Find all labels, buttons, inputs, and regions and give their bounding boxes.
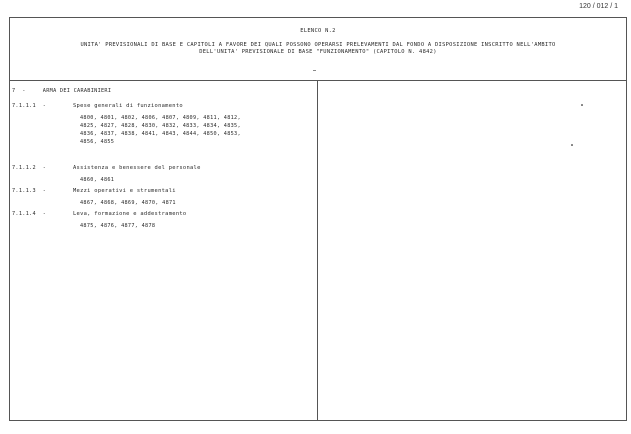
entry-numbers-line: 4825, 4827, 4828, 4830, 4832, 4833, 4834, 4835, — [80, 123, 241, 129]
document-sheet — [9, 17, 627, 421]
entry-numbers — [80, 176, 310, 184]
document-title: ELENCO N.2 — [300, 28, 336, 34]
entry-numbers-line: 4860, 4861 — [80, 177, 115, 183]
scan-speck — [581, 104, 583, 106]
entry-numbers — [80, 222, 310, 230]
document-subtitle-line1: UNITA' PREVISIONALI DI BASE E CAPITOLI A FAVORE DEI QUALI POSSONO OPERARSI PRELEVAMENTI DAL FONDO A DISPOSIZIONE INSCRITTO NELL'AMBITO — [80, 42, 556, 48]
section-heading: 7 - ARMA DEI CARABINIERI — [12, 88, 112, 94]
entry-numbers-line: 4800, 4801, 4802, 4806, 4807, 4809, 4811, 4812, — [80, 115, 241, 121]
document-header — [10, 18, 626, 81]
entry-numbers — [80, 199, 310, 207]
entry-code: 7.1.1.1 - — [12, 103, 47, 109]
document-subtitle-line2: DELL'UNITA' PREVISIONALE DI BASE "FUNZIONAMENTO" (CAPITOLO N. 4842) — [199, 49, 437, 55]
entry-title: Mezzi operativi e strumentali — [73, 188, 176, 194]
entry-title: Leva, formazione e addestramento — [73, 211, 187, 217]
entry-numbers-line: 4875, 4876, 4877, 4878 — [80, 223, 156, 229]
entry-title: Assistenza e benessere del personale — [73, 165, 201, 171]
entry-numbers-line: 4856, 4855 — [80, 139, 115, 145]
entry-code: 7.1.1.4 - — [12, 211, 47, 217]
entry-numbers-line: 4867, 4868, 4869, 4870, 4871 — [80, 200, 176, 206]
left-column — [10, 81, 317, 421]
page-number: 120 / 012 / 1 — [579, 3, 618, 10]
entry-code: 7.1.1.2 - — [12, 165, 47, 171]
entry-numbers — [80, 114, 310, 146]
scan-speck — [571, 144, 573, 146]
entry-code: 7.1.1.3 - — [12, 188, 47, 194]
entry-numbers-line: 4836, 4837, 4838, 4841, 4843, 4844, 4850, 4853, — [80, 131, 241, 137]
header-tick-mark — [313, 70, 316, 71]
entry-title: Spese generali di funzionamento — [73, 103, 183, 109]
right-column — [318, 81, 627, 421]
